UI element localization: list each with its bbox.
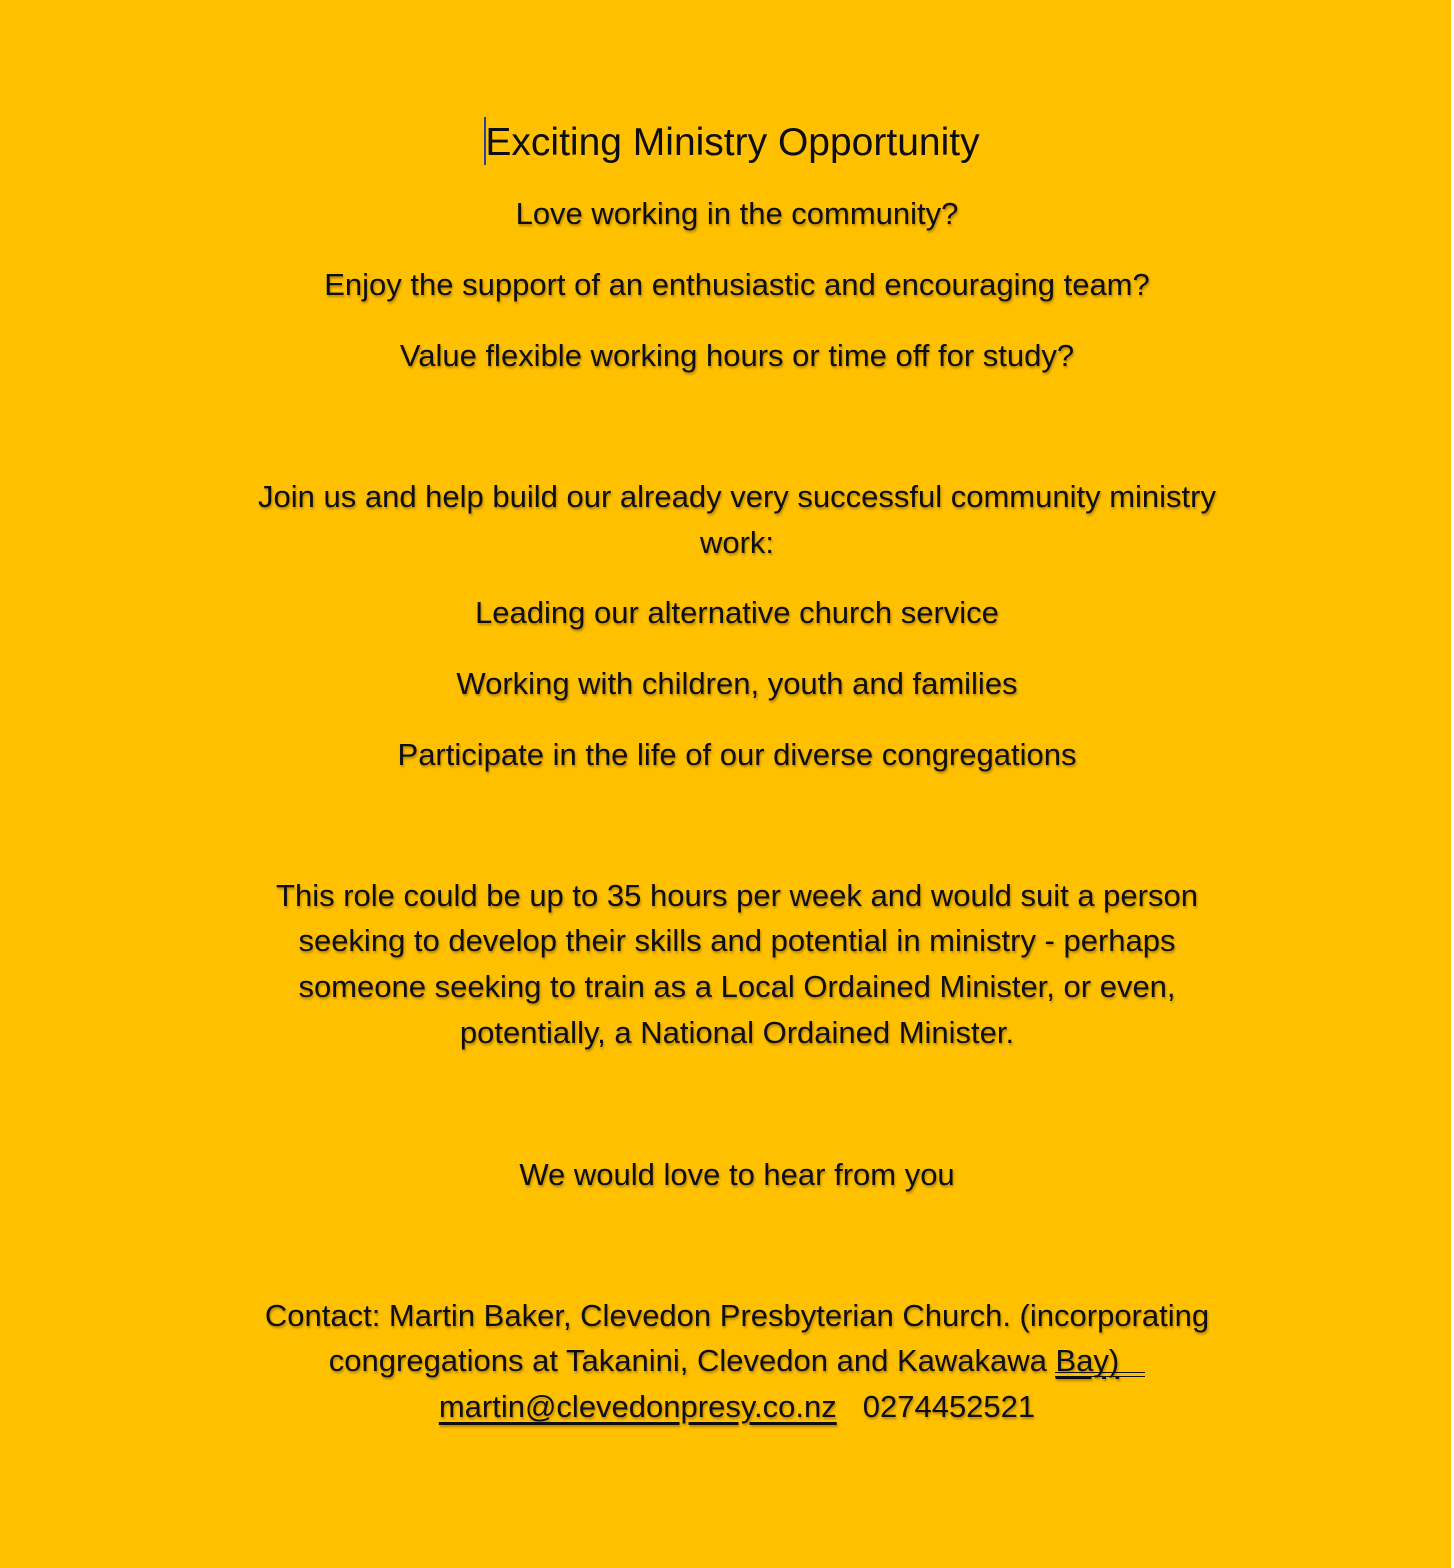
closing-line: We would love to hear from you: [519, 1157, 955, 1192]
contact-congregations-text: congregations at Takanini, Clevedon and Kawakawa: [328, 1343, 1056, 1378]
role-line-1: This role could be up to 35 hours per week and would suit a person: [276, 878, 1198, 913]
activity-congregations: Participate in the life of our diverse congregations: [397, 737, 1077, 772]
title-text: Exciting Ministry Opportunity: [485, 121, 980, 164]
question-team: Enjoy the support of an enthusiastic and encouraging team?: [324, 267, 1150, 302]
contact-line-3: [200, 1384, 1274, 1430]
join-line-2: work:: [699, 525, 775, 560]
role-line-2: seeking to develop their skills and potential in ministry - perhaps: [298, 923, 1176, 958]
question-flexible-hours: Value flexible working hours or time off for study?: [399, 338, 1075, 373]
email-link[interactable]: martin@clevedonpresy.co.nz: [438, 1389, 837, 1424]
double-underline-mark: [1055, 1372, 1145, 1377]
contact-line-1: Contact: Martin Baker, Clevedon Presbyterian Church. (incorporating: [264, 1298, 1210, 1333]
join-line-1: Join us and help build our already very successful community ministry: [258, 479, 1216, 514]
phone-number: 0274452521: [862, 1389, 1036, 1424]
contact-bay-link[interactable]: Bay): [1055, 1343, 1120, 1378]
activity-children-youth: Working with children, youth and families: [456, 666, 1018, 701]
role-line-4: potentially, a National Ordained Minister.: [459, 1015, 1015, 1050]
contact-line-2: [200, 1338, 1274, 1384]
document-title: [200, 117, 1264, 169]
question-community: Love working in the community?: [515, 196, 959, 231]
activity-alternative-service: Leading our alternative church service: [475, 595, 999, 630]
role-line-3: someone seeking to train as a Local Ordained Minister, or even,: [298, 969, 1176, 1004]
